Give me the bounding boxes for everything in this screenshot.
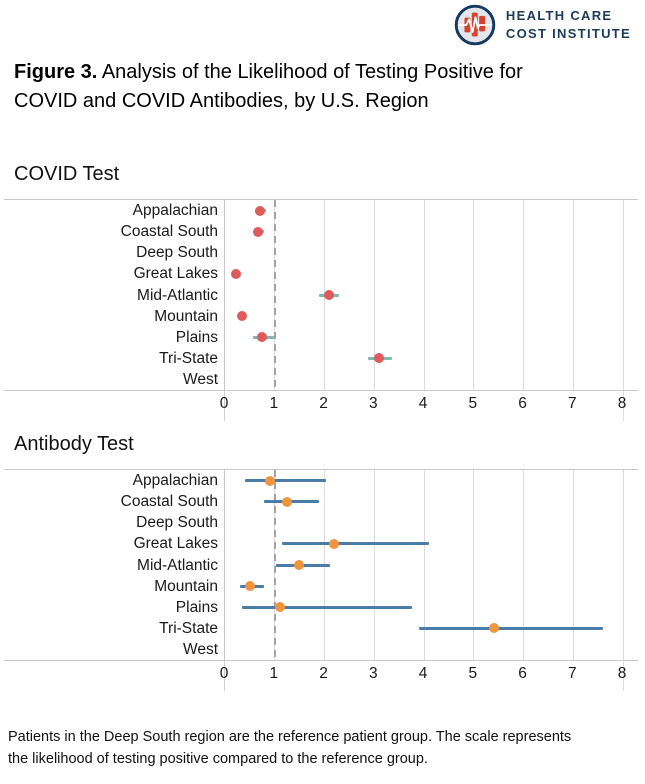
region-label: Mid-Atlantic xyxy=(137,286,218,304)
gridline xyxy=(424,470,425,660)
confidence-interval-bar xyxy=(242,606,411,609)
covid-test-heading: COVID Test xyxy=(14,163,120,185)
x-axis xyxy=(4,661,638,691)
gridline xyxy=(523,200,524,390)
x-axis-tick-label: 5 xyxy=(468,395,478,412)
confidence-interval-bar xyxy=(245,479,327,482)
x-axis-tick-label: 8 xyxy=(617,665,627,682)
region-label: Tri-State xyxy=(159,349,218,367)
confidence-interval-bar xyxy=(419,627,603,630)
region-label: Coastal South xyxy=(120,493,218,511)
confidence-interval-bar xyxy=(282,542,429,545)
x-axis-tick-label: 0 xyxy=(219,395,229,412)
logo-line2: COST INSTITUTE xyxy=(505,26,631,41)
x-axis-tick-label: 4 xyxy=(418,395,428,412)
region-label: West xyxy=(182,370,218,388)
region-label: Deep South xyxy=(136,244,218,262)
estimate-dot xyxy=(282,497,292,507)
plot-box xyxy=(4,199,638,391)
estimate-dot xyxy=(265,476,275,486)
region-label: Great Lakes xyxy=(133,535,218,553)
gridline xyxy=(424,200,425,390)
x-axis-tick-label: 3 xyxy=(368,665,378,682)
x-axis-tick-label: 0 xyxy=(219,665,229,682)
plot-area xyxy=(224,200,624,390)
estimate-dot xyxy=(255,206,265,216)
reference-line xyxy=(274,200,276,390)
region-label: Mid-Atlantic xyxy=(137,556,218,574)
plot-area xyxy=(224,470,624,660)
x-axis-tick-label: 1 xyxy=(269,395,279,412)
gridline xyxy=(473,200,474,390)
x-axis-tick-label: 1 xyxy=(269,665,279,682)
estimate-dot xyxy=(253,227,263,237)
x-axis-tick-label: 8 xyxy=(617,395,627,412)
x-axis-tick-label: 5 xyxy=(468,665,478,682)
hcci-logo xyxy=(453,3,631,47)
region-label: Mountain xyxy=(154,307,218,325)
plot-box xyxy=(4,469,638,661)
region-label: Mountain xyxy=(154,577,218,595)
region-label: Tri-State xyxy=(159,619,218,637)
estimate-dot xyxy=(257,332,267,342)
x-axis-tick-label: 6 xyxy=(518,665,527,682)
estimate-dot xyxy=(329,539,339,549)
region-label: West xyxy=(182,640,218,658)
x-axis xyxy=(4,391,638,421)
estimate-dot xyxy=(245,581,255,591)
reference-footnote: Patients in the Deep South region are the reference patient group. The scale represents the likelihood of testing positive compared to the reference group. xyxy=(8,729,572,767)
antibody-test-heading: Antibody Test xyxy=(14,433,134,455)
x-axis-tick-label: 2 xyxy=(319,665,328,682)
estimate-dot xyxy=(275,602,285,612)
antibody-test-chart xyxy=(4,469,638,691)
estimate-dot xyxy=(324,290,334,300)
x-axis-tick-label: 7 xyxy=(567,395,577,412)
gridline xyxy=(523,470,524,660)
gridline xyxy=(573,470,574,660)
region-label: Plains xyxy=(175,598,218,616)
x-axis-tick-label: 4 xyxy=(418,665,428,682)
figure-title-text: Analysis of the Likelihood of Testing Positive for COVID and COVID Antibodies, by U.S. Region xyxy=(14,61,523,112)
region-label: Deep South xyxy=(136,514,218,532)
estimate-dot xyxy=(294,560,304,570)
gridline xyxy=(374,470,375,660)
x-axis-tick-label: 7 xyxy=(567,665,577,682)
region-label: Plains xyxy=(175,328,218,346)
region-label: Coastal South xyxy=(120,223,218,241)
figure-title xyxy=(14,58,574,116)
logo-line1: HEALTH CARE xyxy=(505,8,613,24)
x-axis-tick-label: 2 xyxy=(319,395,328,412)
covid-test-chart xyxy=(4,199,638,421)
gridline xyxy=(473,470,474,660)
gridline xyxy=(573,200,574,390)
region-label: Appalachian xyxy=(132,472,218,490)
estimate-dot xyxy=(489,623,499,633)
page-header xyxy=(0,0,645,50)
heartbeat-bars-circle-icon xyxy=(453,3,497,47)
x-axis-tick-label: 6 xyxy=(518,395,527,412)
estimate-dot xyxy=(231,269,241,279)
region-label: Great Lakes xyxy=(133,265,218,283)
estimate-dot xyxy=(237,311,247,321)
estimate-dot xyxy=(374,353,384,363)
region-label: Appalachian xyxy=(132,202,218,220)
x-axis-tick-label: 3 xyxy=(368,395,378,412)
figure-number: Figure 3. xyxy=(14,61,98,83)
hcci-logo-text xyxy=(506,7,631,42)
